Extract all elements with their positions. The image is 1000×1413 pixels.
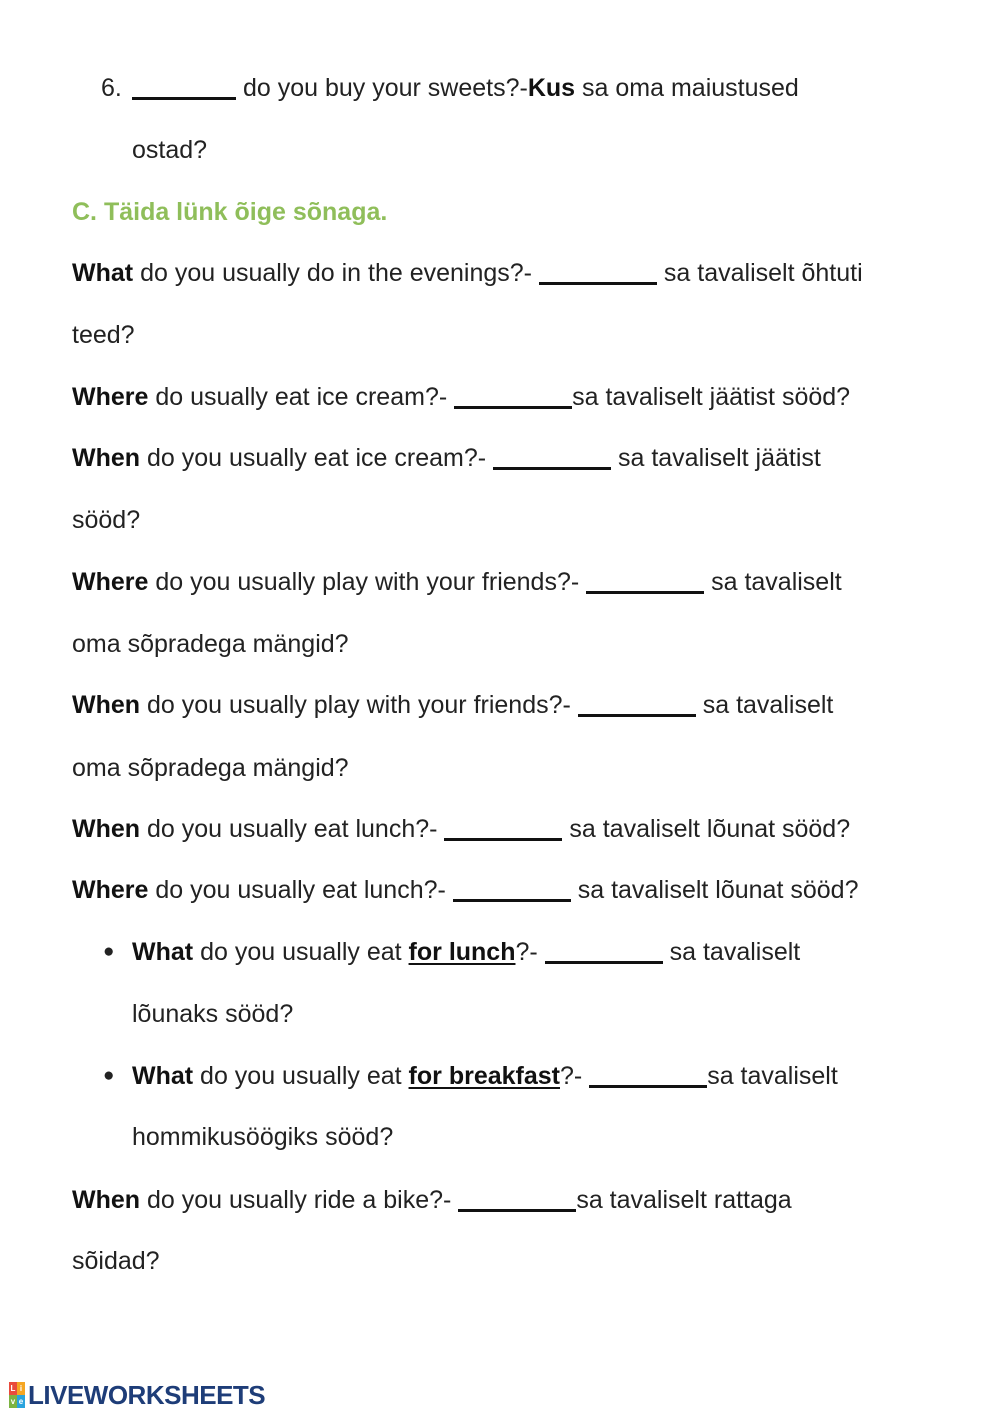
answer-blank[interactable] [454,386,572,409]
logo-text: LIVEWORKSHEETS [28,1379,266,1410]
translation-text: sa tavaliselt jäätist sööd? [572,383,851,411]
emphasized-phrase: for breakfast [408,1062,560,1090]
translation-text: sa tavaliselt [702,691,834,719]
answer-blank[interactable] [545,941,663,964]
question-word: When [72,1186,141,1214]
question-text: do you usually eat [193,1062,402,1090]
question-word: When [72,444,141,472]
keyword: Kus [527,74,576,102]
exercise-item-continuation: oma sõpradega mängid? [72,754,349,782]
bullet-icon: ● [103,941,115,962]
question-text: do you usually eat lunch?- [155,876,446,904]
question-word: Where [72,568,149,596]
question-text: do you usually play with your friends?- [147,691,571,719]
translation-text: sa oma maiustused [582,74,799,102]
question-text: do you usually ride a bike?- [147,1186,452,1214]
question-number: 6. [101,74,122,102]
translation-text: sa tavaliselt lõunat sööd? [569,815,851,843]
exercise-item-continuation: teed? [72,321,135,349]
question-word: When [72,815,141,843]
question-text: do you buy your sweets?- [242,74,528,102]
exercise-item-continuation: hommikusöögiks sööd? [132,1123,394,1151]
question-text-end: ?- [560,1062,583,1090]
question-word: Where [72,876,149,904]
question-text: do you usually play with your friends?- [155,568,580,596]
question-6-continuation: ostad? [132,136,208,164]
answer-blank[interactable] [586,571,704,594]
translation-text: sa tavaliselt jäätist [617,444,821,472]
question-text: do you usually eat lunch?- [147,815,438,843]
bullet-icon: ● [103,1065,115,1086]
section-heading: C. Täida lünk õige sõnaga. [72,198,388,226]
question-word: What [132,1062,194,1090]
exercise-item [72,690,833,720]
answer-blank[interactable] [458,1189,576,1212]
exercise-item [72,875,858,905]
translation-text: sa tavaliselt [707,1062,838,1090]
answer-blank[interactable] [589,1065,707,1088]
exercise-item [72,567,842,597]
exercise-item-continuation: oma sõpradega mängid? [72,630,349,658]
answer-blank[interactable] [453,879,571,902]
exercise-item [72,258,863,288]
exercise-item [72,814,850,844]
question-text: do you usually eat [200,938,402,966]
question-word: When [72,691,141,719]
question-text-end: ?- [515,938,538,966]
translation-text: sa tavaliselt [711,568,842,596]
translation-text: sa tavaliselt õhtuti [663,259,863,287]
exercise-item-continuation: sööd? [72,506,141,534]
answer-blank[interactable] [444,818,562,841]
question-text: do usually eat ice cream?- [155,383,448,411]
answer-blank[interactable] [132,77,236,100]
logo-mark-icon: L i v e [10,1384,24,1406]
translation-text: sa tavaliselt rattaga [576,1186,792,1214]
question-text: do you usually eat ice cream?- [147,444,487,472]
exercise-item [72,1185,792,1215]
exercise-item [72,382,850,412]
answer-blank[interactable] [493,447,611,470]
translation-text: sa tavaliselt [669,938,801,966]
question-word: Where [72,383,149,411]
liveworksheets-logo[interactable] [9,1378,265,1412]
answer-blank[interactable] [539,262,657,285]
exercise-item-continuation: lõunaks sööd? [132,1000,294,1028]
question-word: What [132,938,194,966]
translation-text: sa tavaliselt lõunat sööd? [577,876,859,904]
exercise-item-continuation: sõidad? [72,1247,160,1275]
answer-blank[interactable] [578,694,696,717]
question-word: What [72,259,134,287]
question-text: do you usually do in the evenings?- [140,259,532,287]
emphasized-phrase: for lunch [408,938,516,966]
exercise-item [72,443,821,473]
